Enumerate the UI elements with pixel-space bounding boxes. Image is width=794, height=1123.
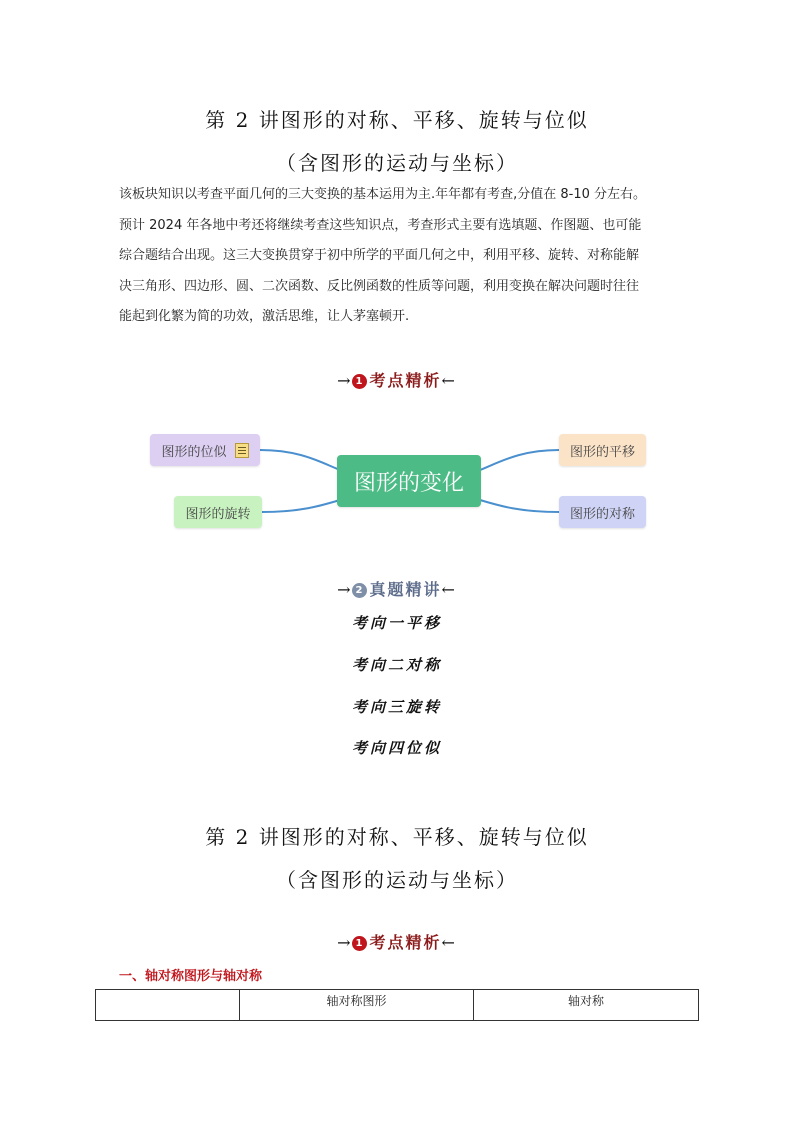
section-label: 真题精讲 <box>369 580 442 599</box>
arrow-right-icon: → <box>337 933 353 952</box>
intro-line: 综合题结合出现。这三大变换贯穿于初中所学的平面几何之中，利用平移、旋转、对称能解 <box>119 248 640 263</box>
direction-item[interactable]: 考向一平移 <box>351 614 442 632</box>
number-badge: 1 <box>352 374 367 389</box>
arrow-right-icon: → <box>337 580 353 599</box>
section-heading-kaodian-2 <box>0 930 794 953</box>
table-header-cell: 轴对称图形 <box>240 990 474 1021</box>
mindmap-node-weisi[interactable] <box>150 434 260 466</box>
page-subtitle: （含图形的运动与坐标） <box>276 151 518 175</box>
table-header-cell <box>96 990 240 1021</box>
mindmap-node-duicheng[interactable]: 图形的对称 <box>559 496 646 528</box>
section-label: 考点精析 <box>369 371 442 390</box>
subsection-heading: 一、轴对称图形与轴对称 <box>119 969 263 984</box>
connector-line <box>262 500 340 512</box>
page-subtitle-repeat: （含图形的运动与坐标） <box>276 868 518 892</box>
connector-line <box>260 450 340 470</box>
node-label: 图形的位似 <box>161 444 227 460</box>
direction-item[interactable]: 考向三旋转 <box>351 698 442 716</box>
connector-line <box>480 450 559 470</box>
page-title-repeat: 第 2 讲图形的对称、平移、旋转与位似 <box>205 825 589 849</box>
mindmap-center-node[interactable]: 图形的变化 <box>337 455 481 507</box>
comparison-table <box>95 989 699 1021</box>
connector-line <box>480 500 559 512</box>
table-row <box>96 990 699 1021</box>
intro-line: 决三角形、四边形、圆、二次函数、反比例函数的性质等问题，利用变换在解决问题时往往 <box>119 278 640 294</box>
arrow-left-icon: ← <box>441 933 457 952</box>
mindmap-node-pingyi[interactable]: 图形的平移 <box>559 434 646 466</box>
number-badge: 2 <box>352 583 367 598</box>
intro-line: 预计 2024 年各地中考还将继续考查这些知识点，考查形式主要有选填题、作图题、也可能 <box>119 217 642 233</box>
intro-line: 能起到化繁为简的功效，激活思维，让人茅塞顿开. <box>119 309 410 324</box>
intro-paragraph <box>119 180 679 333</box>
section-heading-kaodian <box>0 368 794 391</box>
section-heading-zhenti <box>0 577 794 600</box>
direction-item[interactable]: 考向四位似 <box>351 739 442 757</box>
intro-line: 该板块知识以考查平面几何的三大变换的基本运用为主.年年都有考查,分值在 8-10 分左右。 <box>119 187 647 202</box>
arrow-right-icon: → <box>337 371 353 390</box>
page-title: 第 2 讲图形的对称、平移、旋转与位似 <box>205 108 589 132</box>
number-badge: 1 <box>352 936 367 951</box>
mindmap-node-xuanzhuan[interactable]: 图形的旋转 <box>174 496 262 528</box>
direction-item[interactable]: 考向二对称 <box>351 656 442 674</box>
table-header-cell: 轴对称 <box>474 990 699 1021</box>
note-icon <box>235 443 249 458</box>
arrow-left-icon: ← <box>441 580 457 599</box>
arrow-left-icon: ← <box>441 371 457 390</box>
section-label: 考点精析 <box>369 933 442 952</box>
